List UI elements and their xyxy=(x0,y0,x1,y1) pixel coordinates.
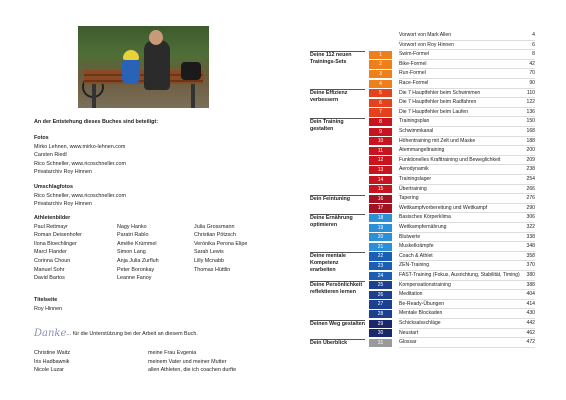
credits-intro: An der Entstehung dieses Buches sind beteiligt: xyxy=(34,119,159,125)
credit-line: Privatarchiv Roy Hinnen xyxy=(34,169,92,176)
athlete-name: Amélie Krümmel xyxy=(117,240,157,247)
chapter-number-badge: 3 xyxy=(369,70,392,78)
athlete-name: Marcl Flander xyxy=(34,249,67,256)
chapter-number-badge xyxy=(369,41,392,49)
chapter-number-badge: 7 xyxy=(369,108,392,116)
chapter-page-number: 122 xyxy=(526,99,535,106)
chapter-page-number: 442 xyxy=(526,320,535,326)
chapter-number-badge: 27 xyxy=(369,300,392,308)
chapter-number-badge: 14 xyxy=(369,176,392,184)
athlete-name: Paratri Rablo xyxy=(117,232,149,239)
fotos-heading: Fotos xyxy=(34,135,49,141)
chapter-page-number: 70 xyxy=(529,70,535,77)
chapter-title: Wettkampfernährung xyxy=(399,224,447,230)
chapter-page-number: 200 xyxy=(526,147,535,154)
chapter-number-badge: 18 xyxy=(369,214,392,222)
athlete-name: Sarah Lewis xyxy=(194,249,224,256)
photo-man-head xyxy=(149,30,163,45)
chapter-title: Race-Formel xyxy=(399,80,429,86)
chapter-number-badge: 22 xyxy=(369,252,392,260)
chapter-number-badge: 16 xyxy=(369,195,392,203)
athlete-name: Simon Lang xyxy=(117,249,146,256)
toc-row[interactable] xyxy=(310,69,535,79)
chapter-title: Meditation xyxy=(399,291,423,298)
toc-row[interactable] xyxy=(310,300,535,310)
chapter-page-number: 90 xyxy=(529,80,535,86)
section-label: Deine Effizienz verbessern xyxy=(310,90,348,104)
chapter-title: ZEN-Training xyxy=(399,262,430,269)
athlete-name: Peter Boronkay xyxy=(117,266,155,273)
thanks-name: Christine Waitz xyxy=(34,350,71,356)
toc-row[interactable] xyxy=(310,242,535,252)
photo-man-shape xyxy=(144,40,170,90)
chapter-number-badge: 15 xyxy=(369,185,392,193)
chapter-title: Kompensationstraining xyxy=(399,281,451,288)
chapter-title: Trainingslager xyxy=(399,176,432,182)
umschlagfotos-heading: Umschlagfotos xyxy=(34,184,73,190)
chapter-number-badge: 12 xyxy=(369,156,392,164)
athlete-name: Julia Grossmann xyxy=(194,223,235,230)
chapter-title: Vorwort von Mark Allen xyxy=(399,32,452,38)
athletes-col-3 xyxy=(194,223,247,275)
photo-helmet-shape xyxy=(123,50,139,60)
thanks-name: allen Athleten, die ich coachen durfte xyxy=(148,367,237,374)
chapter-number-badge: 28 xyxy=(369,310,392,318)
photo-bench-leg xyxy=(191,84,195,108)
chapter-number-badge: 8 xyxy=(369,118,392,126)
thanks-col-1 xyxy=(34,349,70,375)
chapter-number-badge: 20 xyxy=(369,233,392,241)
chapter-page-number: 404 xyxy=(526,291,535,298)
chapter-title: Wettkampfvorbereitung und Wettkampf xyxy=(399,204,488,211)
athlete-name: Roman Deisenhofer xyxy=(34,232,82,239)
chapter-page-number: 188 xyxy=(526,137,535,144)
athlete-name: Leanne Fanoy xyxy=(117,275,152,282)
chapter-page-number: 110 xyxy=(526,89,535,96)
section-label: Deine Persönlichkeit reflektieren lernen xyxy=(310,282,363,296)
chapter-title: Vorwort von Roy Hinnen xyxy=(399,41,454,48)
danke-signature: Danke xyxy=(34,328,67,339)
thanks-name: meine Frau Evgenia xyxy=(148,350,197,356)
toc-row[interactable] xyxy=(310,156,535,166)
chapter-title: Höhentraining mit Zelt und Maske xyxy=(399,137,476,144)
photo-kid-shape xyxy=(122,58,140,84)
photo-bench-leg xyxy=(92,84,96,108)
chapter-page-number: 348 xyxy=(526,243,535,250)
chapter-title: Übertraining xyxy=(399,185,427,192)
credit-line: Roy Hinnen xyxy=(34,305,63,312)
chapter-number-badge: 30 xyxy=(369,329,392,337)
chapter-number-badge: 1 xyxy=(369,51,392,59)
thanks-name: Iris Hadbawnik xyxy=(34,358,70,365)
chapter-page-number: 266 xyxy=(526,185,535,192)
chapter-page-number: 42 xyxy=(529,60,535,67)
chapter-page-number: 472 xyxy=(526,339,535,346)
credit-line: Rico Schneller, www.ricoschneller.com xyxy=(34,160,126,167)
chapter-number-badge: 4 xyxy=(369,80,392,88)
athlete-name: Verónika Perona Elipe xyxy=(194,240,248,247)
photo-bag-shape xyxy=(181,62,201,80)
chapter-title: Glossar xyxy=(399,339,417,346)
athlete-name: Anja Julia Zurfluh xyxy=(117,257,159,264)
chapter-page-number: 254 xyxy=(526,176,535,182)
credit-line: Privatarchiv Roy Hinnen xyxy=(34,201,92,208)
chapter-page-number: 338 xyxy=(526,233,535,240)
chapter-number-badge: 2 xyxy=(369,60,392,68)
chapter-number-badge: 5 xyxy=(369,89,392,97)
athlete-name: Thomas Hüttlin xyxy=(194,266,231,273)
athlete-name: David Bartos xyxy=(34,275,65,282)
chapter-page-number: 8 xyxy=(532,51,535,58)
toc-row[interactable] xyxy=(310,41,535,51)
chapter-title: Bike-Formel xyxy=(399,60,427,67)
chapter-page-number: 168 xyxy=(526,128,535,134)
toc-row[interactable] xyxy=(310,175,535,185)
author-photo xyxy=(78,26,209,108)
athletes-col-1 xyxy=(34,223,82,283)
athlete-name: Manuel Sohr xyxy=(34,266,65,273)
athlete-name: Ilona Bloechlinger xyxy=(34,240,77,247)
athlete-name: Lilly Mcnabb xyxy=(194,257,224,264)
section-label: Dein Überblick xyxy=(310,339,348,346)
chapter-number-badge: 26 xyxy=(369,291,392,299)
credit-line: Rico Schneller, www.ricoschneller.com xyxy=(34,192,126,199)
chapter-number-badge: 13 xyxy=(369,166,392,174)
chapter-title: Schicksalsschläge xyxy=(399,320,441,326)
chapter-title: Muskelkrämpfe xyxy=(399,243,434,250)
chapter-title: Funktionelles Krafttraining und Beweglichkeit xyxy=(399,156,501,163)
athletenbilder-heading: Athletenbilder xyxy=(34,215,71,221)
chapter-page-number: 4 xyxy=(532,32,535,38)
section-label: Dein Feintuning xyxy=(310,195,351,202)
chapter-title: Run-Formel xyxy=(399,70,426,77)
toc-row[interactable] xyxy=(310,108,535,118)
titelseite-heading: Titelseite xyxy=(34,297,58,303)
chapter-title: Aerodynamik xyxy=(399,166,429,173)
thanks-name: meinem Vater und meiner Mutter xyxy=(148,358,227,365)
chapter-title: Trainingsplan xyxy=(399,118,430,125)
section-label: Deine mentale Kompetenz erarbeiten xyxy=(310,253,346,274)
thanks-col-2 xyxy=(148,349,236,375)
chapter-page-number: 322 xyxy=(526,224,535,230)
chapter-number-badge: 29 xyxy=(369,320,392,328)
toc-row[interactable] xyxy=(310,185,535,195)
chapter-number-badge: 6 xyxy=(369,99,392,107)
section-label: Dein Training gestalten xyxy=(310,118,344,132)
chapter-page-number: 6 xyxy=(532,41,535,48)
chapter-title: Blutwerte xyxy=(399,233,421,240)
chapter-title: Mentale Blockaden xyxy=(399,310,443,317)
chapter-number-badge: 19 xyxy=(369,224,392,232)
thanks-name: Nicole Luzar xyxy=(34,367,64,374)
chapter-title: Basisches Körperklima xyxy=(399,214,451,221)
chapter-page-number: 370 xyxy=(526,262,535,269)
row-divider xyxy=(399,347,535,348)
chapter-page-number: 150 xyxy=(526,118,535,125)
chapter-page-number: 290 xyxy=(526,204,535,211)
chapter-page-number: 358 xyxy=(526,252,535,259)
athlete-name: Nagy Hanko xyxy=(117,223,147,230)
chapter-title: Swim-Formel xyxy=(399,51,429,58)
athletes-col-2 xyxy=(117,223,159,283)
toc-row[interactable] xyxy=(310,329,535,339)
athlete-name: Christian Pötzsch xyxy=(194,232,236,239)
chapter-page-number: 388 xyxy=(526,281,535,288)
chapter-number-badge: 21 xyxy=(369,243,392,251)
chapter-number-badge: 17 xyxy=(369,204,392,212)
chapter-title: Die 7 Hauptfehler beim Radfahren xyxy=(399,99,477,106)
chapter-page-number: 209 xyxy=(526,156,535,163)
toc-row[interactable] xyxy=(310,146,535,156)
toc-row[interactable] xyxy=(310,204,535,214)
chapter-title: Be-Ready-Übungen xyxy=(399,300,445,307)
section-label: Deine Ernährung optimieren xyxy=(310,214,353,228)
credit-line: Carsten Riedl xyxy=(34,152,67,159)
chapter-number-badge: 9 xyxy=(369,128,392,136)
chapter-page-number: 380 xyxy=(526,272,535,278)
chapter-page-number: 462 xyxy=(526,329,535,336)
chapter-number-badge: 23 xyxy=(369,262,392,270)
chapter-title: Die 7 Hauptfehler beim Laufen xyxy=(399,108,469,115)
chapter-page-number: 306 xyxy=(526,214,535,221)
chapter-number-badge: 31 xyxy=(369,339,392,347)
chapter-title: Atemmangeltraining xyxy=(399,147,445,154)
section-label: Deinen Weg gestalten xyxy=(310,320,365,327)
athlete-name: Paul Reitmayr xyxy=(34,223,68,230)
chapter-title: Die 7 Hauptfehler beim Schwimmen xyxy=(399,89,481,96)
chapter-title: FAST-Training (Fokus, Ausrichtung, Stabilität, Timing) xyxy=(399,272,520,278)
chapter-title: Tapering xyxy=(399,195,419,202)
chapter-title: Coach & Athlet xyxy=(399,252,433,259)
danke-text: … für die Unterstützung bei der Arbeit an diesem Buch. xyxy=(66,331,198,337)
credit-line: Mirko Lehnen, www.mirko-lehnen.com xyxy=(34,143,126,150)
toc-row[interactable] xyxy=(310,165,535,175)
chapter-page-number: 430 xyxy=(526,310,535,317)
chapter-title: Neustart xyxy=(399,329,419,336)
chapter-page-number: 238 xyxy=(526,166,535,173)
section-label: Deine 112 neuen Trainings-Sets xyxy=(310,51,352,65)
chapter-title: Schwimmkanal xyxy=(399,128,434,134)
chapter-page-number: 414 xyxy=(526,300,535,307)
chapter-number-badge: 24 xyxy=(369,272,392,280)
chapter-number-badge: 25 xyxy=(369,281,392,289)
chapter-number-badge: 10 xyxy=(369,137,392,145)
toc-row[interactable] xyxy=(310,309,535,319)
chapter-page-number: 276 xyxy=(526,195,535,202)
toc-row[interactable] xyxy=(310,233,535,243)
toc-row[interactable] xyxy=(310,31,535,41)
chapter-number-badge xyxy=(369,32,392,40)
chapter-number-badge: 11 xyxy=(369,147,392,155)
chapter-page-number: 136 xyxy=(526,108,535,115)
toc-row[interactable] xyxy=(310,137,535,147)
athlete-name: Corinna Choun xyxy=(34,257,71,264)
toc-row[interactable] xyxy=(310,79,535,89)
